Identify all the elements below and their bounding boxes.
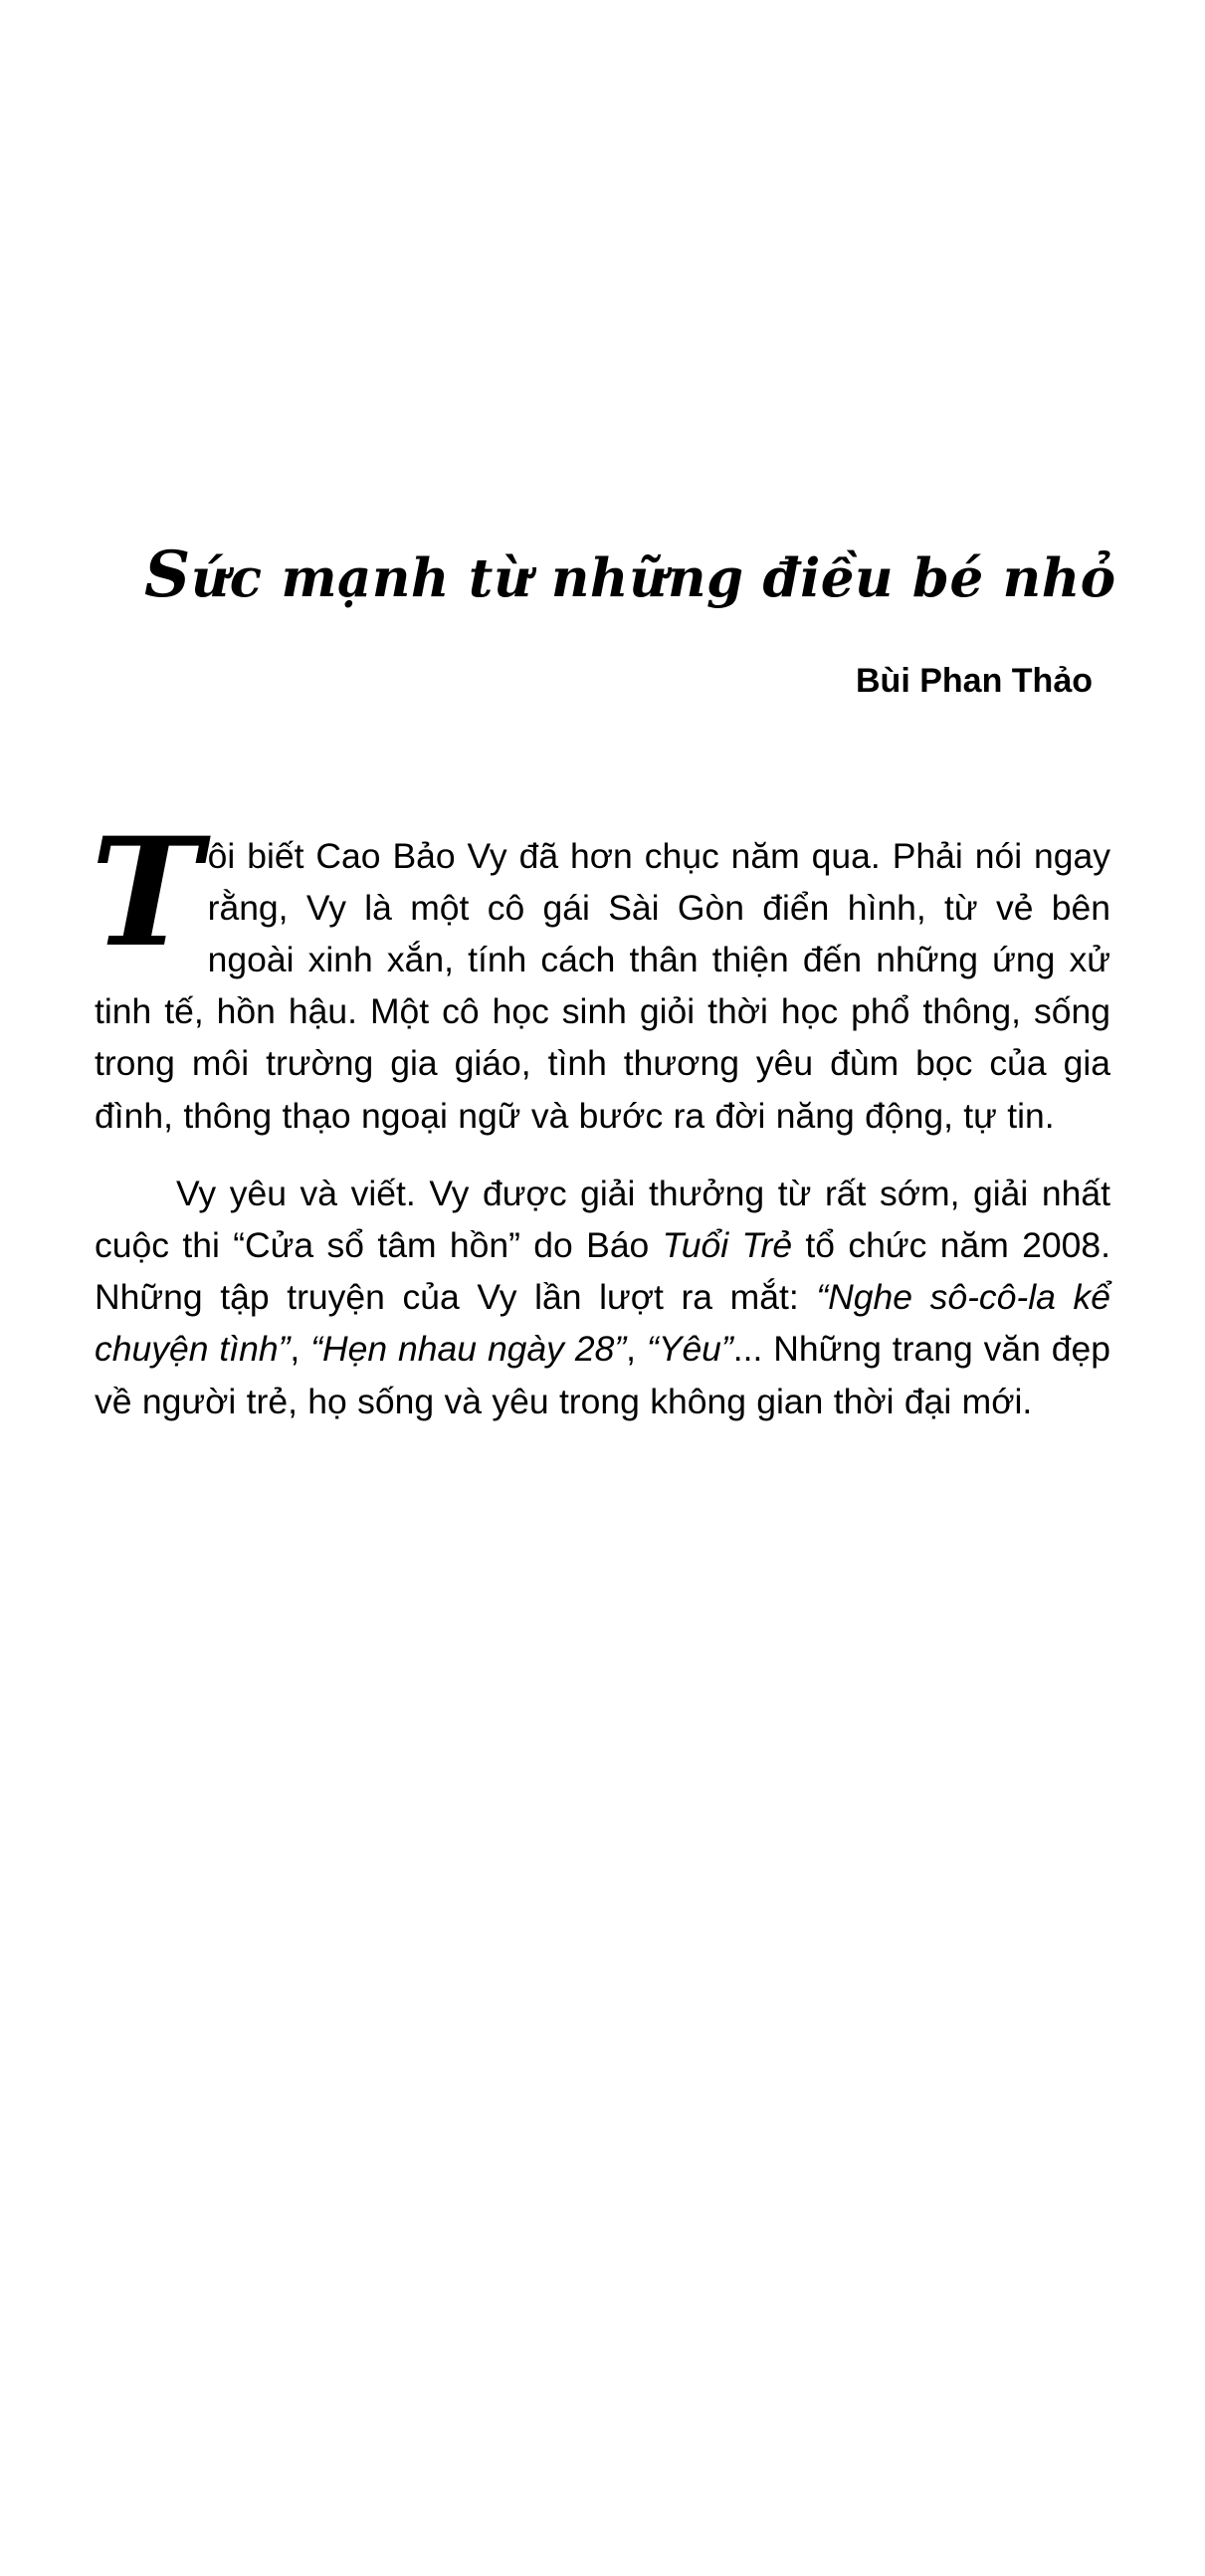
paragraph-2-seg-3: , <box>290 1329 311 1370</box>
paragraph-1 <box>91 804 1110 1142</box>
book-title-1: “Nghe sô-cô-la kể chuyện tình” <box>95 1277 1110 1370</box>
book-title-3: “Yêu” <box>646 1329 733 1370</box>
paragraph-2-seg-2: tổ chức năm 2008. Những tập truyện của Vy lần lượt ra mắt: <box>95 1225 1111 1318</box>
body-text <box>91 804 1111 1427</box>
book-title-tuoi-tre: Tuổi Trẻ <box>662 1225 793 1265</box>
paragraph-2-seg-1: Vy yêu và viết. Vy được giải thưởng từ rất sớm, giải nhất cuộc thi “Cửa sổ tâm hồn” do Báo <box>95 1173 1110 1265</box>
paragraph-2 <box>95 1168 1110 1427</box>
book-title-2: “Hẹn nhau ngày 28” <box>310 1329 627 1370</box>
author-name: Bùi Phan Thảo <box>856 661 1093 700</box>
paragraph-1-text: ôi biết Cao Bảo Vy đã hơn chục năm qua. Phải nói ngay rằng, Vy là một cô gái Sài Gòn điển hình, từ vẻ bên ngoài xinh xắn, tính cách thân thiện đến những ứng xử tinh tế, hồn hậu. Một cô học sinh giỏi thời học phổ thông, sống trong môi trường gia giáo, tình thương yêu đùm bọc của gia đình, thông thạo ngoại ngữ và bước ra đời năng động, tự tin. <box>95 835 1110 1136</box>
paragraph-2-seg-5: ... Những trang văn đẹp về người trẻ, họ sống và yêu trong không gian thời đại mới. <box>95 1329 1110 1421</box>
page-title <box>144 537 1116 614</box>
title-lead-letter: S <box>144 537 191 612</box>
drop-cap: T <box>91 804 202 980</box>
document-page <box>0 537 1205 2576</box>
title-text: ức mạnh từ những điều bé nhỏ <box>190 547 1116 609</box>
paragraph-2-seg-4: , <box>626 1329 647 1370</box>
